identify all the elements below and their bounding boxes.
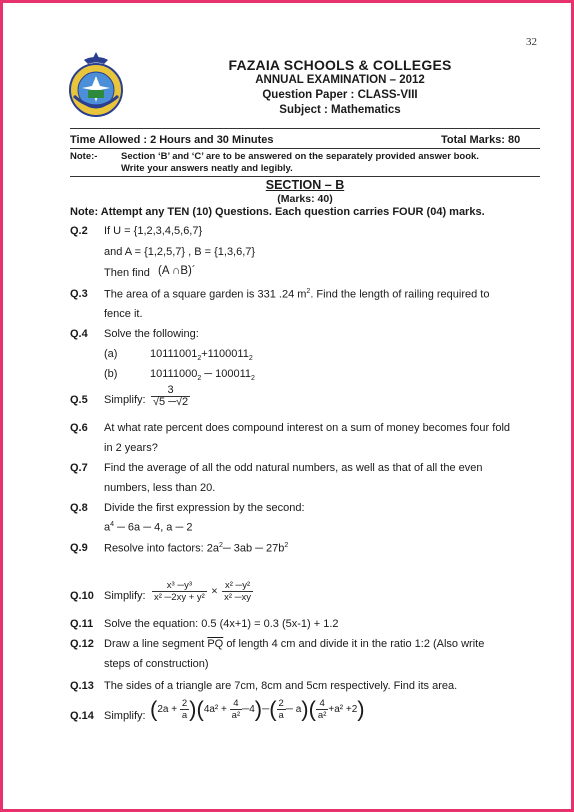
q6-line-1: At what rate percent does compound interest on a sum of money becomes four fold — [104, 422, 511, 434]
question-number: Q.4 — [70, 328, 88, 340]
divider-2 — [70, 148, 540, 149]
question-number: Q.12 — [70, 638, 94, 650]
q14-expression: (2a + $\frac{2}{a}$ )(4a² + $\frac{4}{\text{a²}}$ ─4)─( $\frac{2}{a}$ ─ a)( $\frac{4}{\text{a²}}$ +a² +2) — [150, 696, 365, 722]
question-number: Q.13 — [70, 680, 94, 692]
q5-fraction: $\frac{3}{√5 ─√2}$ — [153, 384, 189, 408]
q4-b-label: (b) — [104, 368, 118, 380]
q3-line-2: fence it. — [104, 308, 143, 320]
q6-line-2: in 2 years? — [104, 442, 158, 454]
total-marks: Total Marks: 80 — [441, 134, 521, 146]
question-number: Q.5 — [70, 394, 88, 406]
q4-b-expression: $10111000_2$ ─ $100011_2$ — [150, 368, 255, 383]
note-label: Note:- — [70, 151, 98, 162]
q12-line-1: Draw a line segment $\overline{PQ}$ of length 4 cm and divide it in the ratio 1:2 (Also write — [104, 638, 485, 650]
question-number: Q.11 — [70, 618, 94, 630]
question-number: Q.14 — [70, 710, 94, 722]
section-title: SECTION – B — [265, 178, 345, 192]
q10-expression: $\frac{\text{x³ ─y³}}{\text{x² ─2xy + y²}}$ × $\frac{\text{x² ─y²}}{\text{x² ─xy}}$ — [154, 580, 251, 603]
q12-line-2: steps of construction) — [104, 658, 209, 670]
school-name: FAZAIA SCHOOLS & COLLEGES — [228, 57, 452, 73]
subject-title: Subject : Mathematics — [279, 104, 401, 116]
q7-line-1: Find the average of all the odd natural numbers, as well as that of all the even — [104, 462, 483, 474]
q4-a-label: (a) — [104, 348, 118, 360]
paper-title: Question Paper : CLASS-VIII — [262, 89, 418, 101]
q7-line-2: numbers, less than 20. — [104, 482, 216, 494]
question-number: Q.7 — [70, 462, 88, 474]
q13-line-1: The sides of a triangle are 7cm, 8cm and 5cm respectively. Find its area. — [104, 680, 458, 692]
question-number: Q.2 — [70, 225, 88, 237]
q4-line-1: Solve the following: — [104, 328, 199, 340]
divider-3 — [70, 176, 540, 177]
question-number: Q.3 — [70, 288, 88, 300]
q11-line-1: Solve the equation: 0.5 (4x+1) = 0.3 (5x-1) + 1.2 — [104, 618, 339, 630]
q9-line-1: Resolve into factors: $2a^2─$ 3ab ─ $27b^2$ — [104, 542, 289, 555]
exam-title: ANNUAL EXAMINATION – 2012 — [255, 74, 425, 86]
question-number: Q.6 — [70, 422, 88, 434]
section-note: Note: Attempt any TEN (10) Questions. Each question carries FOUR (04) marks. — [70, 206, 485, 218]
q3-line-1: The area of a square garden is 331 .24 $m^2$. Find the length of railing required to — [104, 288, 490, 301]
q14-label: Simplify: — [104, 710, 146, 722]
question-number: Q.10 — [70, 590, 94, 602]
q2-line-1: If U = {1,2,3,4,5,6,7} — [104, 225, 203, 237]
question-number: Q.8 — [70, 502, 88, 514]
note-line-1: Section ‘B’ and ‘C’ are to be answered on the separately provided answer book. — [121, 151, 479, 162]
q2-line-3: Then find — [104, 267, 150, 279]
question-number: Q.9 — [70, 542, 88, 554]
top-divider — [70, 128, 540, 129]
q5-label: Simplify: — [104, 394, 146, 406]
school-logo — [64, 50, 128, 118]
time-allowed: Time Allowed : 2 Hours and 30 Minutes — [70, 134, 274, 146]
note-line-2: Write your answers neatly and legibly. — [121, 163, 293, 174]
q8-line-2: $a^4$ ─ 6a ─ 4, a ─ 2 — [104, 521, 193, 534]
q10-label: Simplify: — [104, 590, 146, 602]
q2-line-2: and A = {1,2,5,7} , B = {1,3,6,7} — [104, 246, 256, 258]
q4-a-expression: $10111001_2+1100011_2$ — [150, 348, 253, 363]
page-number: 32 — [526, 36, 537, 48]
q8-line-1: Divide the first expression by the second: — [104, 502, 305, 514]
section-marks: (Marks: 40) — [277, 193, 333, 205]
q2-expression: (A ∩B)´ — [158, 265, 196, 277]
